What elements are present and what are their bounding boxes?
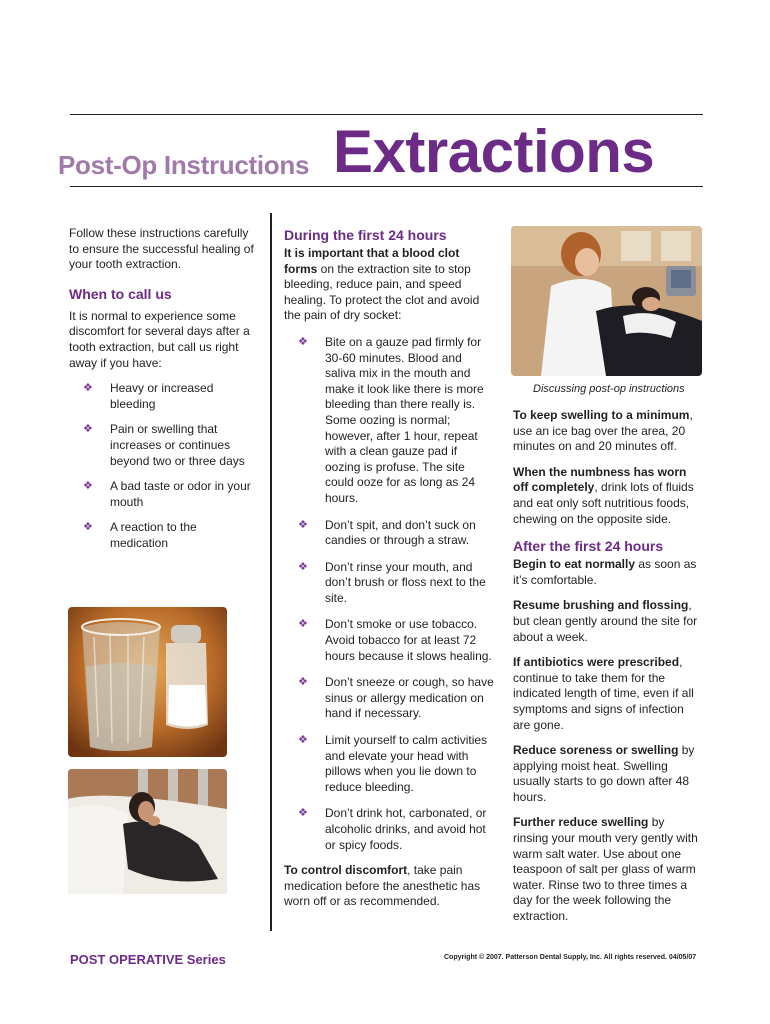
column-divider: [270, 213, 272, 931]
diamond-bullet-icon: ❖: [83, 382, 93, 395]
list-item: ❖ Pain or swelling that increases or continues beyond two or three days: [83, 422, 245, 468]
diamond-bullet-icon: ❖: [298, 676, 308, 689]
diamond-bullet-icon: ❖: [298, 335, 308, 348]
salt-water-rinse-text: Further reduce swelling by rinsing your mouth very gently with warm salt water. Use about one teaspoon of salt per glass of warm water. Rinse two to three times a day for the week following the extraction.: [513, 815, 698, 924]
middle-column: [284, 226, 494, 910]
when-to-call-heading: When to call us: [69, 285, 172, 302]
diamond-bullet-icon: ❖: [298, 734, 308, 747]
diamond-bullet-icon: ❖: [298, 518, 308, 531]
diamond-bullet-icon: ❖: [298, 807, 308, 820]
header-top-rule: [70, 114, 703, 115]
first-24-hours-list: [284, 335, 494, 853]
numbness-text: When the numbness has worn off completely, drink lots of fluids and eat only soft nutritious foods, chewing on the opposite side.: [513, 464, 694, 526]
intro-text: Follow these instructions carefully to ensure the successful healing of your tooth extraction.: [69, 226, 254, 272]
control-discomfort-text: To control discomfort, take pain medication before the anesthetic has worn off or as recommended.: [284, 863, 481, 909]
series-label: POST OPERATIVE Series: [70, 952, 226, 967]
when-to-call-text: It is normal to experience some discomfort for several days after a tooth extraction, but call us right away if you have:: [69, 308, 250, 370]
list-item: ❖ A reaction to the medication: [83, 520, 197, 550]
call-us-list: [69, 381, 254, 551]
photo-caption: Discussing post-op instructions: [533, 383, 685, 395]
list-item: ❖ A bad taste or odor in your mouth: [83, 479, 251, 509]
list-item: ❖ Don’t rinse your mouth, and don’t brush or floss next to the site.: [298, 559, 486, 605]
resting-patient-photo: [68, 769, 227, 894]
blood-clot-intro: It is important that a blood clot forms on the extraction site to stop bleeding, reduce pain, and speed healing. To protect the clot and avoid the pain of dry socket:: [284, 246, 480, 323]
page-title: Extractions: [333, 118, 655, 185]
list-item: ❖ Limit yourself to calm activities and elevate your head with pillows when you lie down to reduce bleeding.: [298, 733, 488, 794]
resume-brushing-text: Resume brushing and flossing, but clean gently around the site for about a week.: [513, 598, 698, 644]
salt-water-photo: [68, 607, 227, 757]
first-24-hours-heading: During the first 24 hours: [284, 227, 447, 243]
diamond-bullet-icon: ❖: [83, 480, 93, 493]
page-subtitle: Post-Op Instructions: [58, 150, 310, 180]
left-column: [69, 226, 254, 552]
diamond-bullet-icon: ❖: [298, 618, 308, 631]
moist-heat-text: Reduce soreness or swelling by applying moist heat. Swelling usually starts to go down after 48 hours.: [513, 743, 695, 804]
swelling-minimum-text: To keep swelling to a minimum, use an ice bag over the area, 20 minutes on and 20 minutes off.: [513, 408, 693, 454]
copyright-text: Copyright © 2007. Patterson Dental Supply, Inc. All rights reserved. 04/05/07: [444, 954, 697, 961]
after-24-hours-heading: After the first 24 hours: [513, 538, 664, 555]
diamond-bullet-icon: ❖: [83, 521, 93, 534]
right-column: [513, 408, 703, 925]
list-item: ❖ Don’t spit, and don’t suck on candies or through a straw.: [298, 517, 476, 548]
header-bottom-rule: [70, 186, 703, 187]
eat-normally-text: Begin to eat normally as soon as it’s comfortable.: [513, 557, 697, 587]
dentist-consultation-photo: [511, 226, 702, 376]
list-item: ❖ Don’t smoke or use tobacco. Avoid tobacco for at least 72 hours because it slows healing.: [298, 617, 492, 663]
diamond-bullet-icon: ❖: [298, 560, 308, 573]
list-item: ❖ Don’t sneeze or cough, so have sinus or allergy medication on hand if necessary.: [298, 675, 494, 721]
antibiotics-text: If antibiotics were prescribed, continue to take them for the indicated length of time, even if all symptoms and signs of infection are gone.: [513, 655, 694, 732]
list-item: ❖ Don’t drink hot, carbonated, or alcoholic drinks, and avoid hot or spicy foods.: [298, 806, 487, 852]
diamond-bullet-icon: ❖: [83, 423, 93, 436]
list-item: ❖ Heavy or increased bleeding: [83, 381, 214, 411]
list-item: ❖ Bite on a gauze pad firmly for 30-60 minutes. Blood and saliva mix in the mouth and make it look like there is more bleeding than there really is. Some oozing is normal; however, after 1 hour, repeat with a clean gauze pad if oozing is profuse. The site could ooze for as long as 24 hours.: [298, 334, 484, 505]
